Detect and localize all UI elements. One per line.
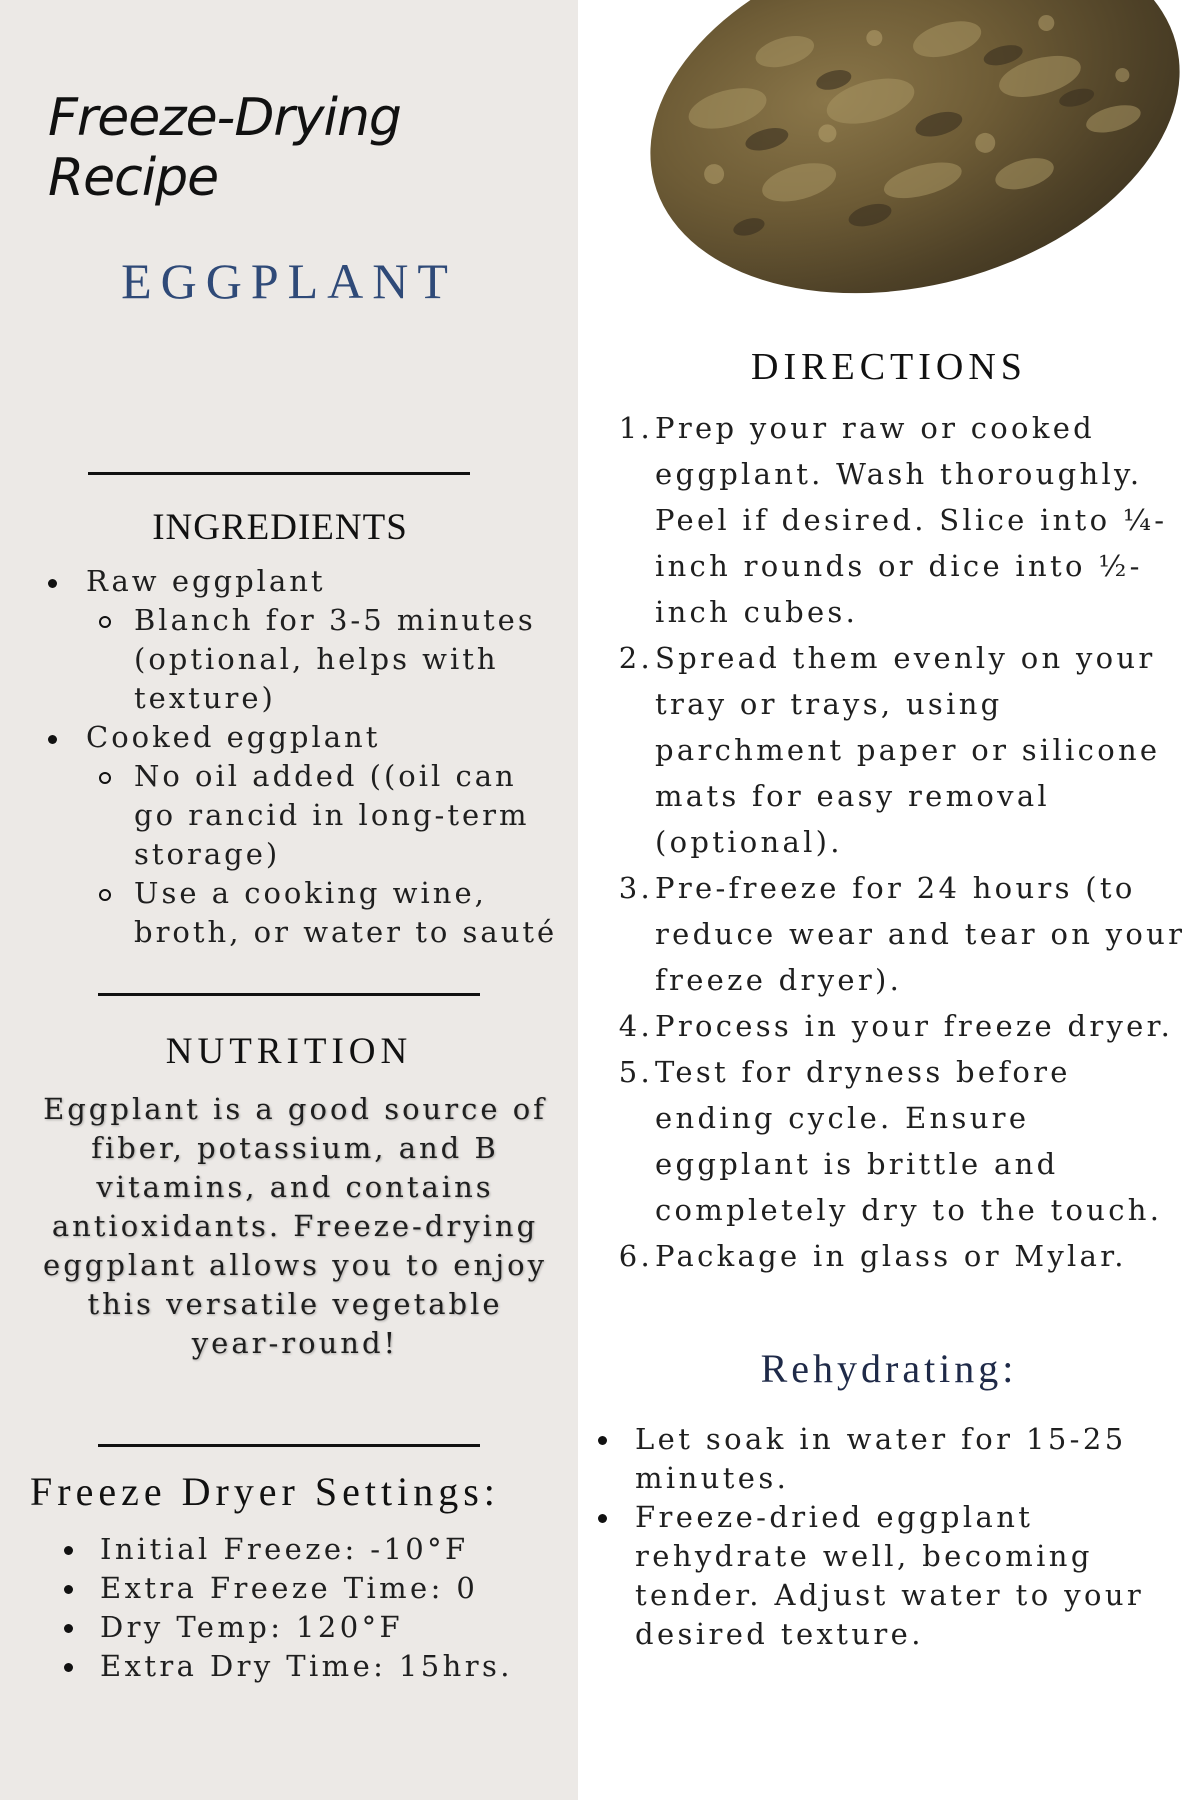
direction-step — [610, 1049, 1190, 1233]
ingredients-list — [42, 562, 562, 952]
setting-item: Extra Dry Time: 15hrs. — [58, 1647, 558, 1686]
settings-list — [58, 1530, 558, 1686]
dish-title: EGGPLANT — [121, 253, 457, 309]
rehydrating-list — [590, 1420, 1190, 1654]
ingredient-item: Raw eggplant — [42, 562, 562, 601]
step-text: Test for dryness before ending cycle. Ensure eggplant is brittle and completely dry to the touch. — [655, 1055, 1163, 1227]
step-number: 6. — [618, 1239, 653, 1273]
divider-nutrition — [98, 993, 480, 996]
directions-list — [610, 405, 1190, 1279]
step-number: 4. — [618, 1009, 653, 1043]
step-number: 5. — [618, 1055, 653, 1089]
ingredient-subitem: Blanch for 3-5 minutes (optional, helps with texture) — [42, 601, 562, 718]
step-text: Spread them evenly on your tray or trays, using parchment paper or silicone mats for easy removal (optional). — [655, 641, 1161, 859]
ingredient-subitem: Use a cooking wine, broth, or water to sauté — [42, 874, 562, 952]
step-text: Pre-freeze for 24 hours (to reduce wear and tear on your freeze dryer). — [655, 871, 1186, 997]
direction-step — [610, 1233, 1190, 1279]
direction-step — [610, 1003, 1190, 1049]
direction-step — [610, 865, 1190, 1003]
nutrition-heading: NUTRITION — [165, 1031, 413, 1072]
direction-step — [610, 635, 1190, 865]
step-number: 3. — [618, 871, 653, 905]
step-number: 2. — [618, 641, 653, 675]
divider-ingredients — [88, 472, 470, 475]
ingredient-item: Cooked eggplant — [42, 718, 562, 757]
setting-item: Dry Temp: 120°F — [58, 1608, 558, 1647]
step-text: Prep your raw or cooked eggplant. Wash thoroughly. Peel if desired. Slice into ¼-inch rounds or dice into ½-inch cubes. — [655, 411, 1168, 629]
step-text: Package in glass or Mylar. — [655, 1239, 1127, 1273]
setting-item: Extra Freeze Time: 0 — [58, 1569, 558, 1608]
ingredient-subitem: No oil added ((oil can go rancid in long-term storage) — [42, 757, 562, 874]
rehydrating-item: Let soak in water for 15-25 minutes. — [590, 1420, 1190, 1498]
step-text: Process in your freeze dryer. — [655, 1009, 1174, 1043]
settings-heading: Freeze Dryer Settings: — [30, 1469, 500, 1514]
divider-settings — [98, 1444, 480, 1447]
direction-step — [610, 405, 1190, 635]
rehydrating-heading: Rehydrating: — [760, 1346, 1018, 1391]
step-number: 1. — [618, 411, 653, 445]
recipe-script-title: Freeze-Drying Recipe — [48, 88, 401, 208]
directions-heading: DIRECTIONS — [751, 346, 1027, 388]
setting-item: Initial Freeze: -10°F — [58, 1530, 558, 1569]
ingredients-heading: INGREDIENTS — [152, 507, 408, 548]
rehydrating-item: Freeze-dried eggplant rehydrate well, becoming tender. Adjust water to your desired texture. — [590, 1498, 1190, 1654]
nutrition-text: Eggplant is a good source of fiber, potassium, and B vitamins, and contains antioxidants. Freeze-drying eggplant allows you to enjoy this versatile vegetable year-round! — [43, 1092, 547, 1360]
